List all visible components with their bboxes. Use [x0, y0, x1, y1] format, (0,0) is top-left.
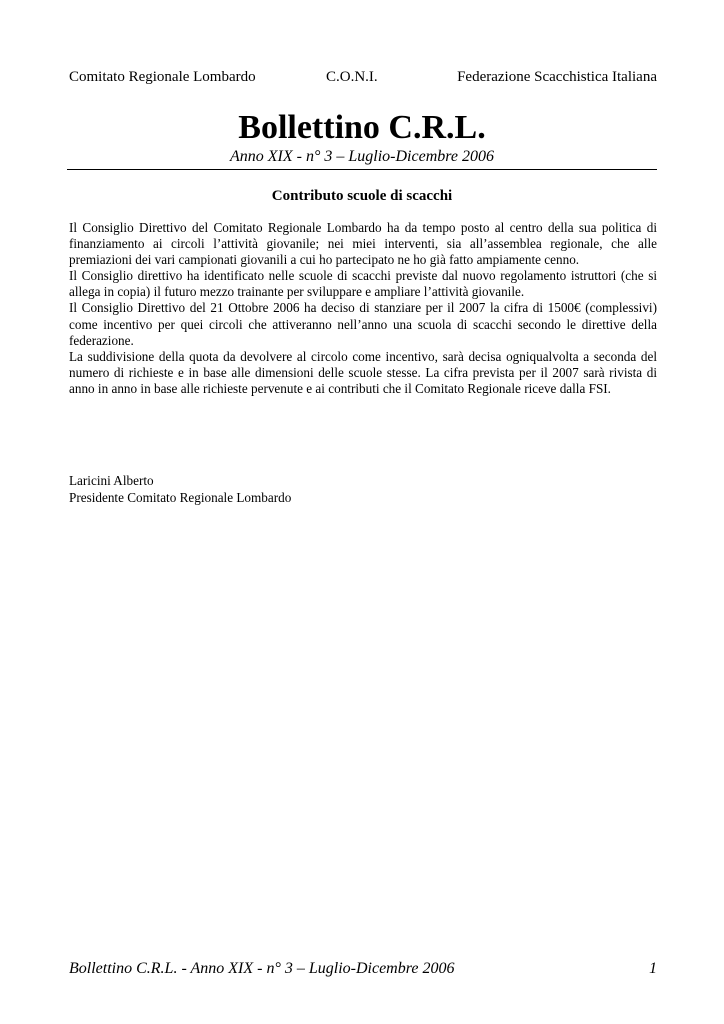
- signature-role: Presidente Comitato Regionale Lombardo: [69, 490, 292, 505]
- bulletin-subtitle: Anno XIX - n° 3 – Luglio-Dicembre 2006: [230, 148, 494, 165]
- page-header: [69, 69, 657, 89]
- signature-name: Laricini Alberto: [69, 473, 154, 488]
- article-paragraph: La suddivisione della quota da devolvere al circolo come incentivo, sarà decisa ogniqualvolta a seconda del numero di richieste e in base alle dimensioni delle scuole stesse. La cifra prevista per il 2007 sarà rivista di anno in anno in base alle richieste pervenute e ai contributi che il Comitato Regionale riceve dalla FSI.: [69, 348, 657, 396]
- page-footer: [69, 960, 657, 982]
- bulletin-title: Bollettino C.R.L.: [238, 109, 486, 146]
- header-divider: [67, 169, 657, 170]
- article-body: [69, 220, 657, 397]
- header-org-left: Comitato Regionale Lombardo: [69, 69, 256, 85]
- article-title: Contributo scuole di scacchi: [271, 188, 453, 204]
- article-paragraph: Il Consiglio Direttivo del 21 Ottobre 2006 ha deciso di stanziare per il 2007 la cifra di 1500€ (complessivi) come incentivo per quei circoli che attiveranno nell’anno una scuola di scacchi secondo le direttive della federazione.: [69, 300, 657, 348]
- article-paragraph: Il Consiglio direttivo ha identificato nelle scuole di scacchi previste dal nuovo regolamento istruttori (che si allega in copia) il futuro mezzo trainante per sviluppare e ampliare l’attività giovanile.: [69, 268, 657, 300]
- signature-block: [69, 472, 657, 506]
- footer-text: Bollettino C.R.L. - Anno XIX - n° 3 – Luglio-Dicembre 2006: [69, 960, 455, 977]
- page-number: 1: [649, 960, 657, 977]
- article-paragraph: Il Consiglio Direttivo del Comitato Regionale Lombardo ha da tempo posto al centro della sua politica di finanziamento ai circoli l’attività giovanile; nei miei interventi, sia all’assemblea regionale, che alle premiazioni dei vari campionati giovanili a cui ho partecipato ne ho già fatto ampiamente cenno.: [69, 220, 657, 268]
- header-org-right: Federazione Scacchistica Italiana: [457, 69, 657, 85]
- header-org-mid: C.O.N.I.: [326, 69, 378, 85]
